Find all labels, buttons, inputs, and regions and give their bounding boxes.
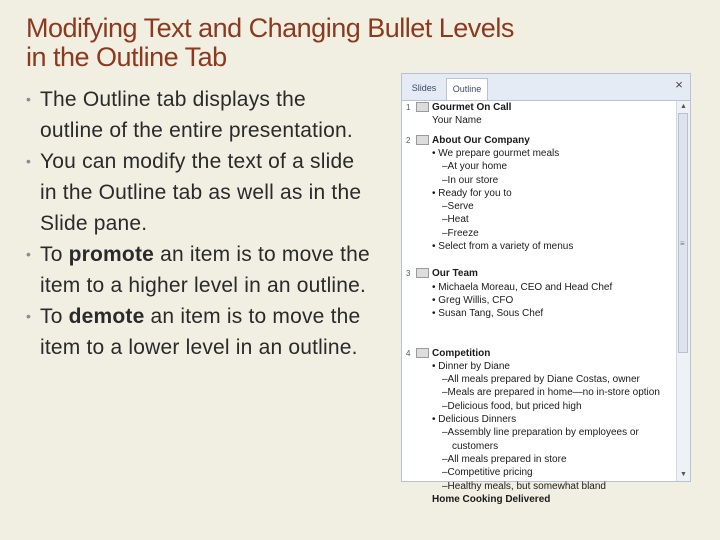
outline-slide-title[interactable] (406, 134, 530, 147)
outline-item-level-2[interactable] (442, 160, 507, 173)
outline-item-level-1-text: • Ready for you to (432, 187, 512, 199)
outline-item-level-1[interactable] (432, 147, 559, 160)
bullet-icon: • (26, 308, 32, 324)
outline-item-level-1[interactable] (432, 294, 513, 307)
scroll-grip-icon: ≡ (680, 239, 685, 248)
outline-content[interactable] (402, 101, 676, 505)
outline-slide-title[interactable] (406, 101, 512, 114)
bullet-text: To (40, 243, 69, 266)
outline-slide-title-text: Gourmet On Call (432, 102, 512, 113)
slide-title (26, 14, 586, 72)
outline-slide-title-cutoff-text: Home Cooking Delivered (432, 493, 551, 505)
bullet-text: You can modify the text of a slide in the Outline tab as well as in the Slide pane. (40, 150, 362, 235)
scroll-up-icon[interactable]: ▲ (680, 103, 687, 110)
outline-slide-title-text: Our Team (432, 268, 478, 280)
outline-item-level-2-text: –Delicious food, but priced high (442, 400, 582, 412)
outline-item-level-2[interactable] (442, 386, 660, 399)
close-icon[interactable]: × (675, 77, 683, 92)
outline-item-level-2-text: –Meals are prepared in home—no in-store option (442, 387, 660, 399)
outline-item-level-2[interactable] (442, 453, 567, 466)
outline-slide-title-text: Competition (432, 347, 491, 359)
outline-pane-screenshot (401, 73, 691, 505)
slide-number: 4 (406, 348, 411, 358)
outline-item-level-2-text: –Serve (442, 201, 474, 213)
outline-item-level-1-text: • Greg Willis, CFO (432, 294, 514, 306)
slide-title-line1: Modifying Text and Changing Bullet Levels (26, 13, 514, 43)
bullet-icon: • (26, 91, 32, 107)
bullet-icon: • (26, 246, 32, 262)
outline-item-level-1[interactable] (432, 360, 510, 373)
bullet-icon: • (26, 153, 32, 169)
bullet-text: To (40, 305, 69, 328)
outline-item-level-1[interactable] (432, 240, 573, 253)
outline-item-level-2-text: –Healthy meals, but somewhat bland (442, 480, 606, 492)
bullet-item (26, 146, 371, 239)
outline-item-level-1[interactable] (432, 187, 512, 200)
pane-tab-bar (402, 74, 690, 101)
outline-item-level-2[interactable] (442, 227, 479, 240)
slide-title-line2: in the Outline Tab (26, 42, 227, 72)
outline-slide-title-text: About Our Company (432, 134, 530, 146)
bullet-text: The Outline tab displays the outline of the entire presentation. (40, 88, 353, 142)
outline-item-level-2[interactable] (442, 213, 469, 226)
outline-item-level-2-text: –Freeze (442, 227, 479, 239)
outline-item-level-0[interactable] (432, 114, 482, 127)
scroll-thumb[interactable] (678, 113, 688, 353)
outline-item-level-2[interactable] (442, 480, 606, 493)
outline-item-level-1-text: • Dinner by Diane (432, 360, 510, 372)
outline-item-level-2-text: –Assembly line preparation by employees or (442, 427, 639, 439)
outline-item-level-3[interactable] (452, 440, 498, 453)
outline-slide-title[interactable] (406, 267, 478, 280)
outline-item-level-2-text: –All meals prepared in store (442, 453, 567, 465)
slide-thumbnail-icon[interactable] (416, 102, 429, 112)
outline-slide-title-cutoff[interactable] (432, 493, 550, 506)
bullet-item (26, 239, 371, 301)
outline-item-level-2[interactable] (442, 200, 474, 213)
slide-number: 2 (406, 135, 411, 145)
outline-item-level-2[interactable] (442, 373, 640, 386)
outline-item-level-0-text: Your Name (432, 115, 482, 127)
outline-item-level-2-text: –At your home (442, 161, 508, 173)
bullet-bold-term: demote (68, 305, 145, 328)
outline-slide-title[interactable] (406, 347, 491, 360)
outline-item-level-1[interactable] (432, 281, 612, 294)
outline-item-level-2[interactable] (442, 174, 498, 187)
outline-item-level-1[interactable] (432, 413, 516, 426)
bullet-bold-term: promote (68, 243, 155, 266)
outline-item-level-1-text: • We prepare gourmet meals (432, 147, 560, 159)
tab-outline[interactable]: Outline (446, 78, 488, 100)
bullet-text: an item is to move the item to a lower level in an outline. (40, 305, 361, 359)
outline-item-level-1[interactable] (432, 307, 543, 320)
scroll-down-icon[interactable]: ▼ (680, 471, 687, 478)
outline-item-level-2[interactable] (442, 466, 533, 479)
tab-slides[interactable]: Slides (411, 83, 437, 93)
outline-item-level-1-text: • Susan Tang, Sous Chef (432, 308, 544, 320)
bullet-item (26, 84, 371, 146)
slide-number: 3 (406, 269, 411, 279)
vertical-scrollbar[interactable] (676, 101, 690, 481)
outline-item-level-2-text: –In our store (442, 174, 499, 186)
slide-thumbnail-icon[interactable] (416, 135, 429, 145)
bullet-text: an item is to move the item to a higher level in an outline. (40, 243, 370, 297)
slide-thumbnail-icon[interactable] (416, 268, 429, 278)
outline-item-level-1-text: • Select from a variety of menus (432, 241, 574, 252)
outline-item-level-1-text: • Delicious Dinners (432, 414, 517, 425)
outline-item-level-2[interactable] (442, 426, 639, 439)
slide-number: 1 (406, 103, 411, 112)
slide-bullet-list (26, 84, 371, 363)
outline-item-level-2-text: –All meals prepared by Diane Costas, owner (442, 374, 640, 386)
outline-item-level-1-text: • Michaela Moreau, CEO and Head Chef (432, 281, 613, 293)
bullet-item (26, 301, 371, 363)
outline-item-level-2-text: –Heat (442, 214, 469, 226)
outline-item-level-2[interactable] (442, 400, 582, 413)
outline-item-level-3-text: customers (452, 440, 499, 452)
slide-thumbnail-icon[interactable] (416, 348, 429, 358)
outline-item-level-2-text: –Competitive pricing (442, 467, 533, 479)
